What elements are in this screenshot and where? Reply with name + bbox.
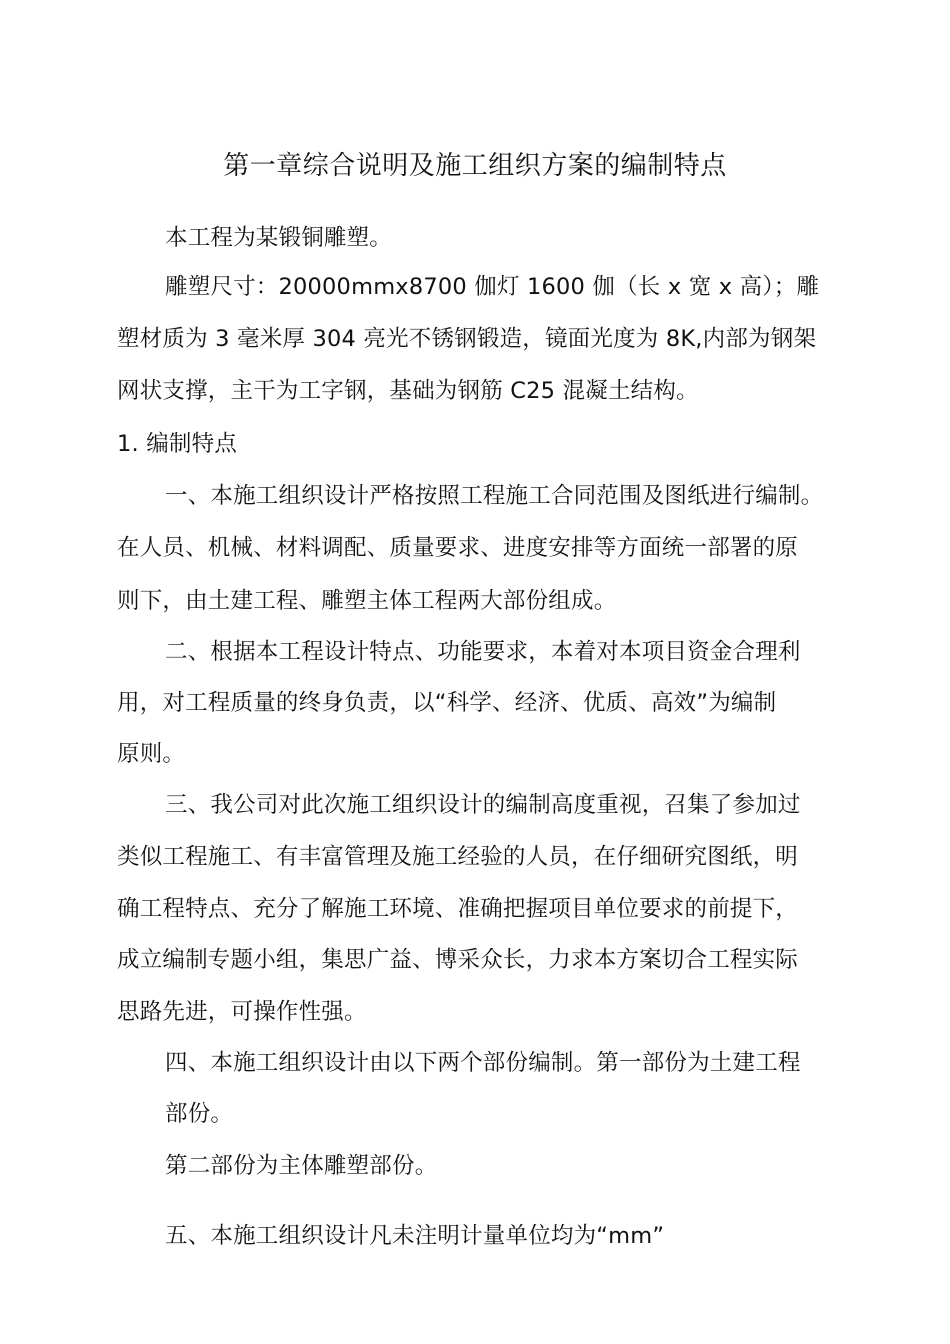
- paragraph-line: 部份。: [165, 1101, 234, 1127]
- section-heading: 1. 编制特点: [117, 431, 238, 457]
- paragraph-line: 在人员、机械、材料调配、质量要求、进度安排等方面统一部署的原: [117, 535, 799, 561]
- paragraph-line: 雕塑尺寸：20000mmx8700 伽灯 1600 伽（长 x 宽 x 高）；雕: [165, 274, 820, 300]
- paragraph-line: 网状支撑，主干为工字钢，基础为钢筋 C25 混凝土结构。: [117, 378, 699, 404]
- paragraph-line: 一、本施工组织设计严格按照工程施工合同范围及图纸进行编制。: [165, 483, 824, 509]
- paragraph-line: 用，对工程质量的终身负责，以“科学、经济、优质、高效”为编制: [117, 690, 777, 716]
- paragraph-line: 原则。: [117, 741, 186, 767]
- paragraph-line: 思路先进，可操作性强。: [117, 999, 367, 1025]
- paragraph-line: 五、本施工组织设计凡未注明计量单位均为“mm”: [165, 1223, 665, 1249]
- paragraph-line: 四、本施工组织设计由以下两个部份编制。第一部份为土建工程: [165, 1050, 801, 1076]
- paragraph-line: 确工程特点、充分了解施工环境、准确把握项目单位要求的前提下，: [117, 896, 799, 922]
- paragraph-line: 成立编制专题小组，集思广益、博采众长，力求本方案切合工程实际: [117, 947, 799, 973]
- paragraph-line: 类似工程施工、有丰富管理及施工经验的人员，在仔细研究图纸，明: [117, 844, 799, 870]
- paragraph-line: 则下，由土建工程、雕塑主体工程两大部份组成。: [117, 588, 617, 614]
- paragraph-line: 二、根据本工程设计特点、功能要求，本着对本项目资金合理利: [165, 639, 801, 665]
- paragraph-line: 第二部份为主体雕塑部份。: [165, 1153, 438, 1179]
- paragraph-line: 塑材质为 3 毫米厚 304 亮光不锈钢锻造，镜面光度为 8K,内部为钢架: [117, 326, 817, 352]
- chapter-title: 第一章综合说明及施工组织方案的编制特点: [223, 151, 727, 181]
- paragraph-line: 三、我公司对此次施工组织设计的编制高度重视，召集了参加过: [165, 792, 801, 818]
- paragraph-line: 本工程为某锻铜雕塑。: [165, 225, 393, 251]
